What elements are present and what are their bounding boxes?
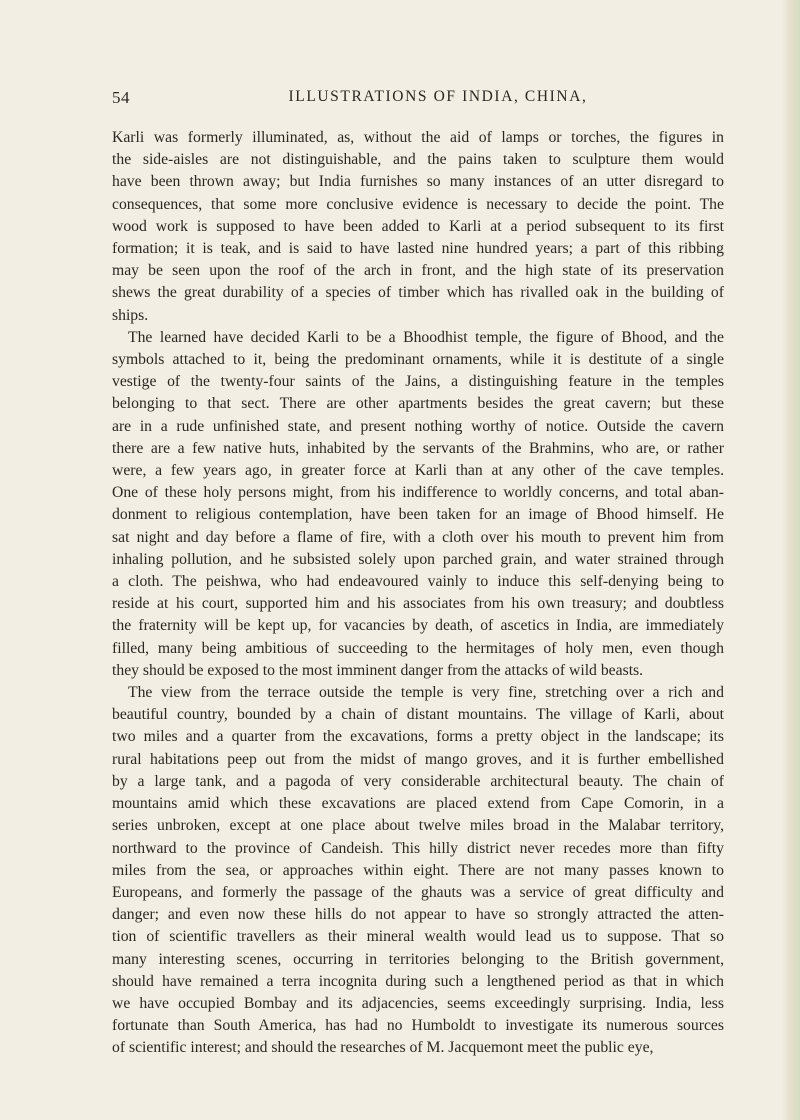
text-line: may be seen upon the roof of the arch in front, and the high state of its preservation [112, 262, 724, 280]
text-line: reside at his court, supported him and his associates from his own treasury; and doubtless [112, 595, 724, 613]
page-header [112, 88, 724, 114]
paragraph [112, 327, 724, 682]
text-line: consequences, that some more conclusive evidence is necessary to decide the point. The [112, 195, 724, 213]
text-line: by a large tank, and a pagoda of very considerable architectural beauty. The chain of [112, 772, 724, 790]
paragraph [112, 682, 724, 1059]
text-line: should have remained a terra incognita during such a lengthened period as that in which [112, 972, 724, 990]
page-number: 54 [112, 88, 130, 107]
text-line: there are a few native huts, inhabited by the servants of the Brahmins, who are, or rather [112, 439, 724, 457]
text-line: The learned have decided Karli to be a Bhoodhist temple, the figure of Bhood, and the [128, 328, 724, 346]
text-line: tion of scientific travellers as their mineral wealth would lead us to suppose. That so [112, 928, 724, 946]
text-line: ships. [112, 306, 149, 324]
body-text [112, 127, 724, 1060]
text-line: we have occupied Bombay and its adjacencies, seems exceedingly surprising. India, less [112, 994, 724, 1012]
text-line: inhaling pollution, and he subsisted solely upon parched grain, and water strained through [112, 550, 724, 568]
text-line: vestige of the twenty-four saints of the Jains, a distinguishing feature in the temples [112, 373, 724, 391]
text-line: many interesting scenes, occurring in territories belonging to the British government, [112, 950, 724, 968]
text-line: Karli was formerly illuminated, as, without the aid of lamps or torches, the figures in [112, 129, 724, 146]
text-line: fortunate than South America, has had no Humboldt to investigate its numerous sources [112, 1017, 724, 1035]
paragraph [112, 127, 724, 327]
text-line: northward to the province of Candeish. This hilly district never recedes more than fifty [112, 839, 724, 857]
text-line: danger; and even now these hills do not appear to have so strongly attracted the atten- [112, 906, 724, 924]
text-line: a cloth. The peishwa, who had endeavoured vainly to induce this self-denying being to [112, 573, 724, 591]
page-edge [782, 0, 800, 1120]
text-line: mountains amid which these excavations are placed extend from Cape Comorin, in a [112, 795, 724, 813]
text-line: rural habitations peep out from the midst of mango groves, and it is further embellished [112, 750, 724, 768]
text-line: series unbroken, except at one place about twelve miles broad in the Malabar territory, [112, 817, 724, 835]
running-head: ILLUSTRATIONS OF INDIA, CHINA, [288, 88, 588, 105]
text-line: One of these holy persons might, from his indifference to worldly concerns, and total aban- [112, 484, 724, 502]
text-line: of scientific interest; and should the researches of M. Jacquemont meet the public eye, [112, 1039, 654, 1057]
text-line: shews the great durability of a species of timber which has rivalled oak in the building of [112, 284, 724, 302]
text-line: belonging to that sect. There are other apartments besides the great cavern; but these [112, 395, 724, 413]
text-line: donment to religious contemplation, have been taken for an image of Bhood himself. He [112, 506, 724, 524]
text-line: are in a rude unfinished state, and present nothing worthy of notice. Outside the cavern [112, 417, 724, 435]
text-line: they should be exposed to the most imminent danger from the attacks of wild beasts. [112, 661, 644, 679]
text-line: symbols attached to it, being the predominant ornaments, while it is destitute of a single [112, 351, 724, 369]
text-line: were, a few years ago, in greater force at Karli than at any other of the cave temples. [112, 462, 724, 480]
text-line: sat night and day before a flame of fire, with a cloth over his mouth to prevent him from [112, 528, 724, 546]
text-line: filled, many being ambitious of succeeding to the hermitages of holy men, even though [112, 639, 724, 657]
text-line: two miles and a quarter from the excavations, forms a pretty object in the landscape; its [112, 728, 724, 746]
text-line: The view from the terrace outside the temple is very fine, stretching over a rich and [128, 684, 724, 702]
text-line: formation; it is teak, and is said to have lasted nine hundred years; a part of this ribbing [112, 240, 724, 258]
text-line: the side-aisles are not distinguishable, and the pains taken to sculpture them would [112, 151, 724, 169]
text-line: wood work is supposed to have been added to Karli at a period subsequent to its first [112, 217, 724, 235]
text-line: miles from the sea, or approaches within eight. There are not many passes known to [112, 861, 724, 879]
text-line: Europeans, and formerly the passage of the ghauts was a service of great difficulty and [112, 883, 724, 901]
text-line: the fraternity will be kept up, for vacancies by death, of ascetics in India, are immediately [112, 617, 724, 635]
text-line: have been thrown away; but India furnishes so many instances of an utter disregard to [112, 173, 724, 191]
text-line: beautiful country, bounded by a chain of distant mountains. The village of Karli, about [112, 706, 724, 724]
